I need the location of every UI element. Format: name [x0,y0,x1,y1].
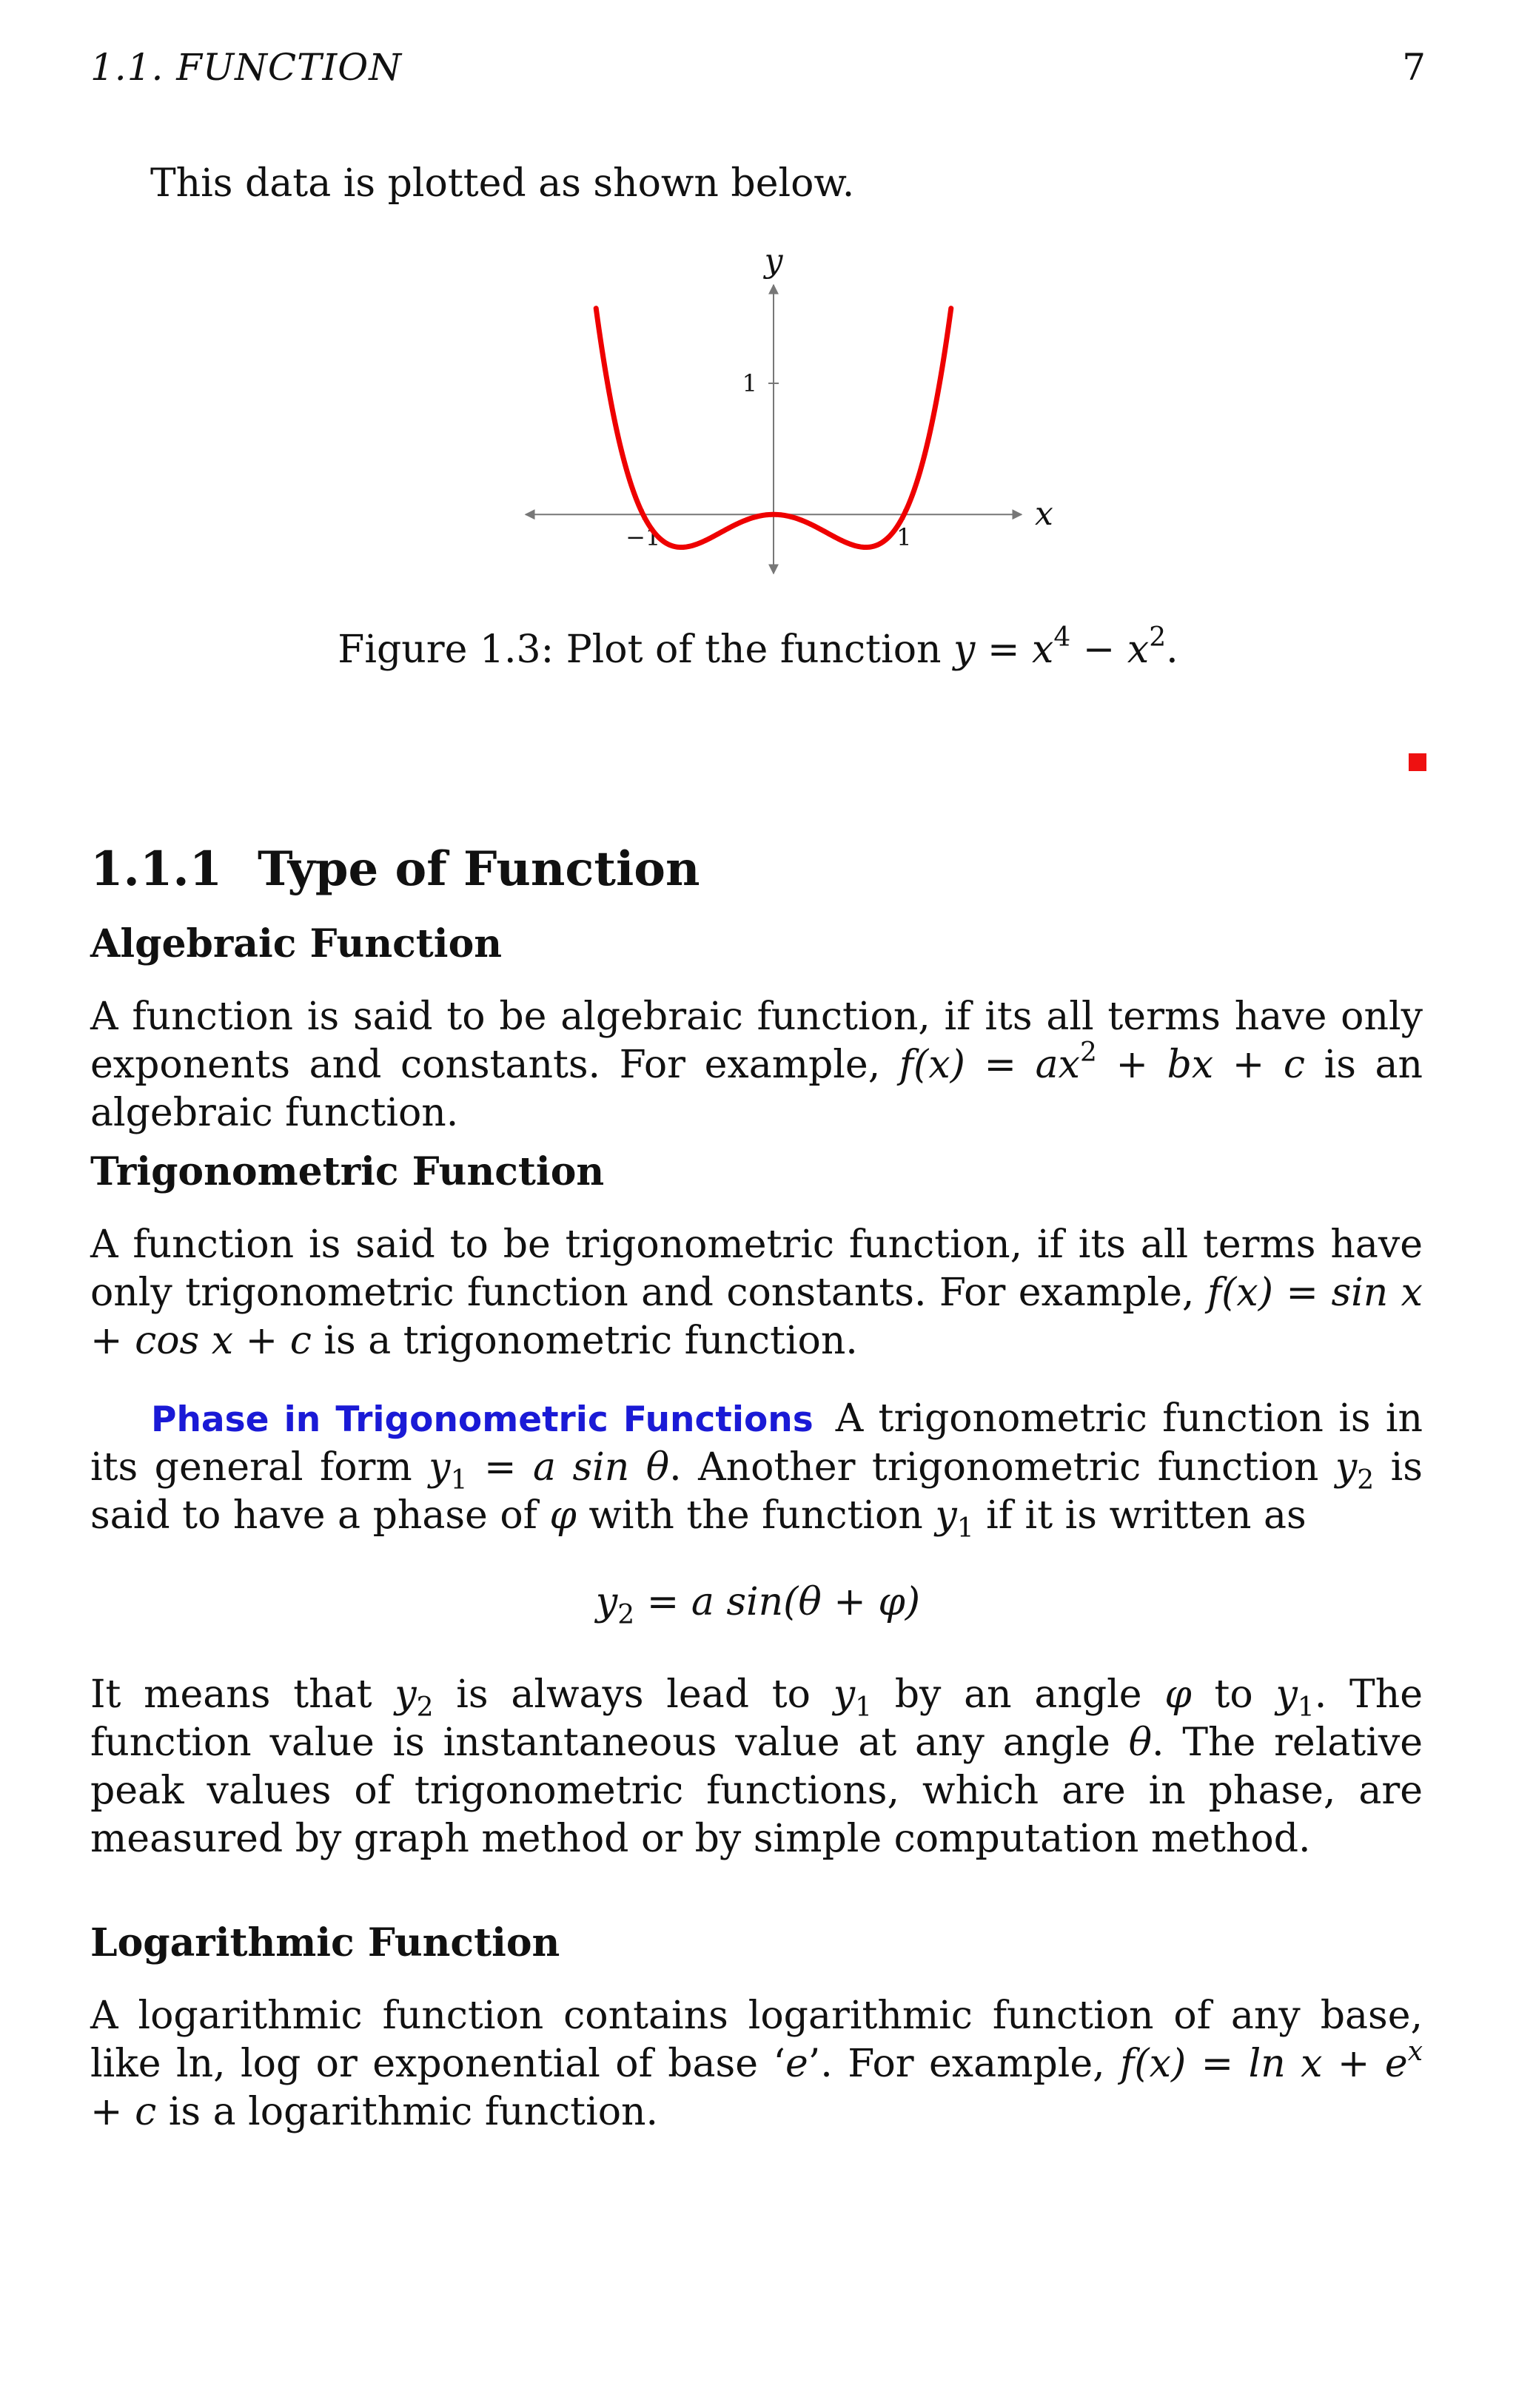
phase-text-b: . Another trigonometric function [669,1445,1335,1490]
logarithmic-heading: Logarithmic Function [90,1920,560,1965]
trigonometric-text-a: A function is said to be trigonometric function, if its all terms have only trigonometric function and constants. For example, [90,1223,1423,1315]
section-title: Type of Function [258,841,700,897]
phase-math-y1-b: y [935,1493,957,1538]
followup-b: is always lead to [433,1672,834,1717]
trigonometric-math: f(x) = sin x + cos x + c [90,1271,1423,1363]
page-number: 7 [1402,46,1426,89]
section-heading [90,841,700,897]
phase-text-c: is said to have a phase of [90,1445,1423,1538]
followup-f: . The relative peak values of trigonometric functions, which are in phase, are measured by graph method or by simple computation method. [90,1721,1423,1861]
algebraic-exp: 2 [1079,1037,1097,1068]
phase-math-y2: y [1335,1445,1358,1490]
intro-text: This data is plotted as shown below. [150,161,855,206]
running-head: 1.1. FUNCTION [90,46,402,89]
algebraic-text-b: is an algebraic function. [90,1043,1423,1135]
logarithmic-math-e: e [785,2042,808,2086]
phase-runin-heading: Phase in Trigonometric Functions [151,1399,814,1440]
figure-plot [503,248,1066,596]
caption-end: . [1166,628,1178,672]
algebraic-math-a: f [899,1043,914,1087]
section-number: 1.1.1 [90,841,223,897]
followup-sub-1: 1 [855,1692,872,1723]
followup-y2: y [395,1672,417,1717]
logarithmic-exp: x [1407,2037,1423,2067]
phase-sub-2: 2 [1357,1465,1375,1496]
phase-math-y1: y [429,1445,451,1490]
followup-y1: y [833,1672,856,1717]
caption-math: y = x [953,628,1054,672]
phase-text-a: A trigonometric function is in its general form [90,1396,1423,1490]
caption-exp-1: 4 [1053,622,1071,653]
phase-text-e: if it is written as [973,1493,1307,1538]
followup-d: to [1191,1672,1276,1717]
algebraic-heading: Algebraic Function [90,921,503,966]
followup-sub-1-b: 1 [1297,1692,1315,1723]
caption-math-mid: − x [1070,628,1150,672]
logarithmic-text-b: ’. For example, [808,2042,1121,2086]
phase-paragraph [90,1395,1423,1544]
phase-sub-1: 1 [450,1465,468,1496]
figure-caption [0,622,1516,672]
followup-a: It means that [90,1672,395,1717]
followup-phi: φ [1164,1672,1192,1717]
trigonometric-heading: Trigonometric Function [90,1149,605,1194]
y-axis-label: y [764,248,783,280]
followup-c: by an angle [872,1672,1165,1717]
display-equation [0,1580,1516,1630]
followup-y1-b: y [1275,1672,1298,1717]
followup-theta: θ [1128,1721,1152,1765]
algebraic-math-b: (x) = ax [913,1043,1080,1087]
algebraic-text-a: A function is said to be algebraic function, if its all terms have only exponents and constants. For example, [90,995,1423,1087]
logarithmic-math-b: + c [90,2090,157,2134]
display-lhs: y [595,1580,618,1624]
display-sub: 2 [617,1600,635,1630]
logarithmic-text-a: A logarithmic function contains logarithmic function of any base, like ln, log or exponential of base ‘ [90,1994,1423,2086]
phase-text-d: with the function [576,1493,936,1538]
x-tick-label-1: 1 [896,523,912,552]
phase-followup-paragraph [90,1671,1423,1863]
y-tick-label-0: 1 [742,369,757,397]
trigonometric-paragraph [90,1221,1423,1365]
logarithmic-paragraph [90,1992,1423,2136]
phase-sub-1-b: 1 [956,1513,974,1544]
x-tick-label-0: −1 [625,523,661,552]
display-rhs: = a sin(θ + φ) [634,1580,921,1624]
phase-math-phi: φ [549,1493,577,1538]
end-of-example-marker [1409,753,1426,771]
trigonometric-text-b: is a trigonometric function. [311,1319,858,1363]
phase-math-eq: = a sin θ [467,1445,670,1490]
algebraic-paragraph [90,993,1423,1137]
logarithmic-text-c: is a logarithmic function. [156,2090,659,2134]
followup-sub-2: 2 [416,1692,434,1723]
caption-prefix: Figure 1.3: Plot of the function [338,628,954,672]
algebraic-math-c: + bx + c [1096,1043,1306,1087]
function-plot-svg [503,248,1066,596]
followup-e: . The function value is instantaneous value at any angle [90,1672,1423,1765]
caption-exp-2: 2 [1149,622,1167,653]
logarithmic-math-a: f(x) = ln x + e [1120,2042,1408,2086]
x-axis-label: x [1035,495,1053,534]
